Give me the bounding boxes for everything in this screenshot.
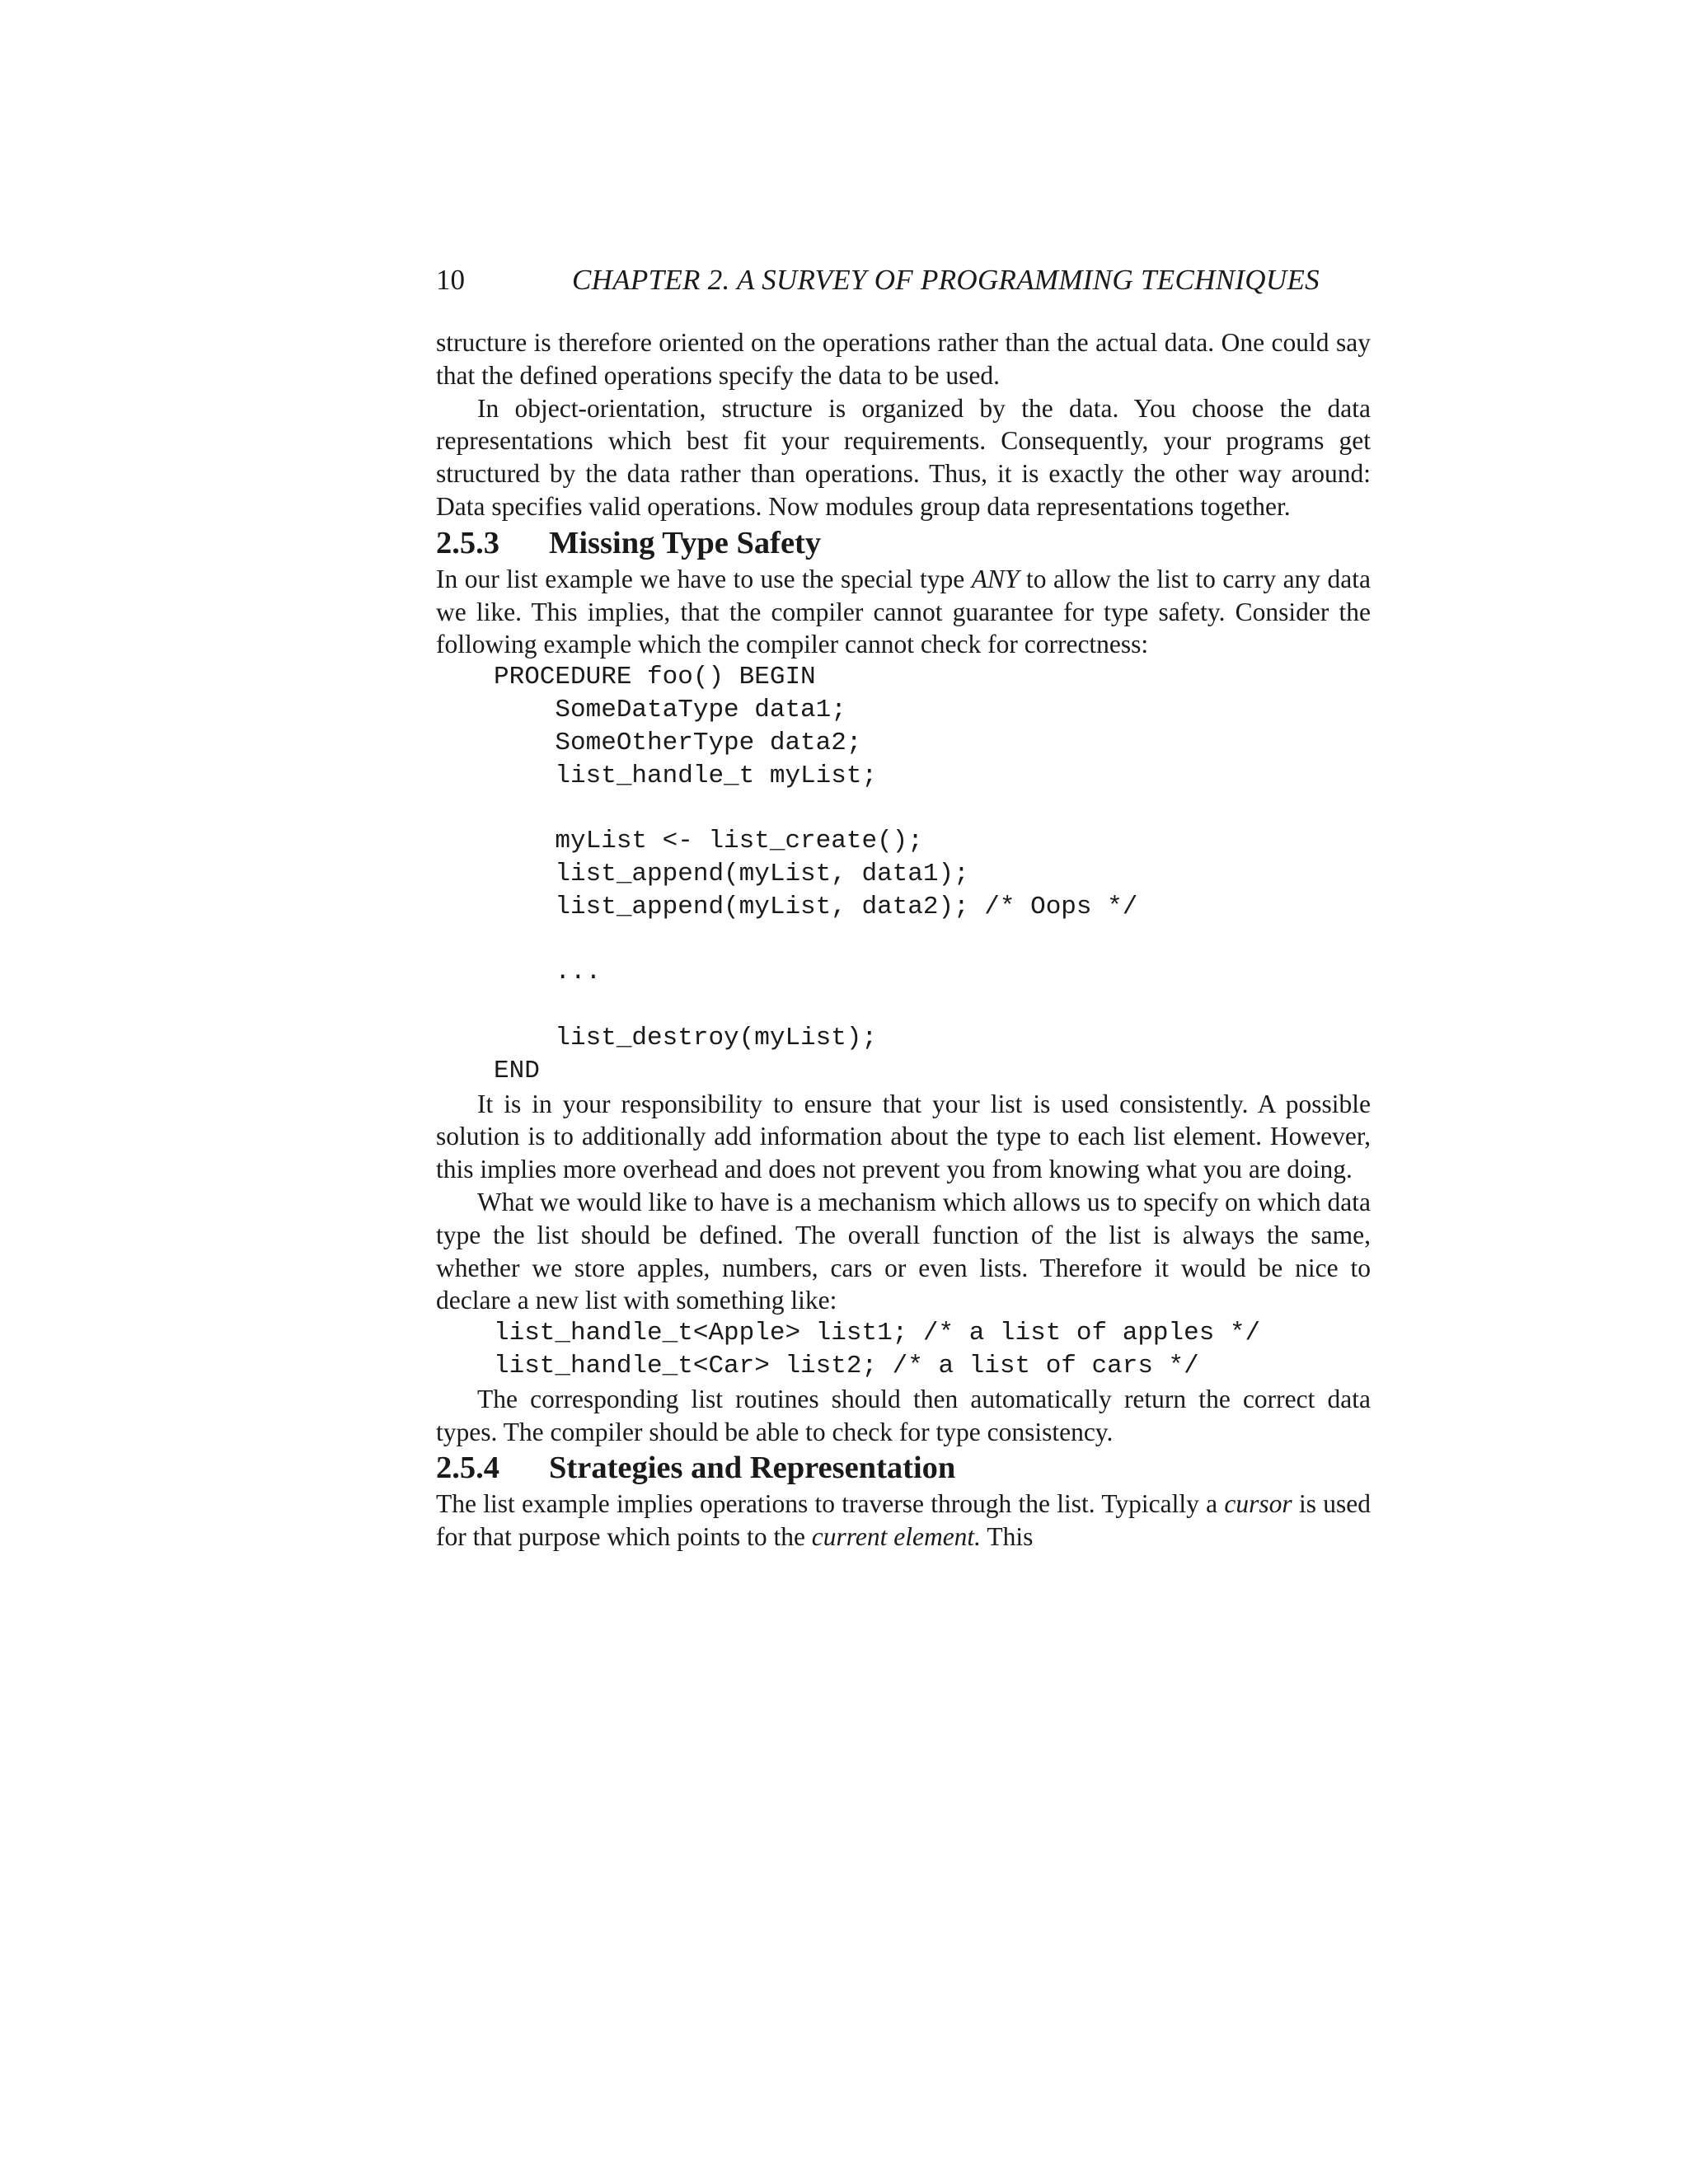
section-number: 2.5.3 (436, 525, 499, 560)
paragraph: structure is therefore oriented on the operations rather than the actual data. One could say that the defined operations specify the data to be used. (436, 328, 1371, 390)
text-run: In our list example we have to use the special type (436, 564, 972, 593)
page-number: 10 (436, 264, 465, 296)
text-run: This (981, 1522, 1034, 1552)
paragraph: In object-orientation, structure is organized by the data. You choose the data representations which best fit your requirements. Consequently, your programs get structured by the data rather than operations. Thus, it is exactly the other way around: Data specifies valid operations. Now modules group data representations together. (436, 393, 1371, 521)
text-run: is used for that purpose which points to the (436, 1489, 1371, 1552)
page-content (436, 260, 1371, 1554)
code-listing: list_handle_t<Apple> list1; /* a list of apples */ list_handle_t<Car> list2; /* a list of cars */ (494, 1319, 1261, 1380)
paragraph: The corresponding list routines should then automatically return the correct data types. The compiler should be able to check for type consistency. (436, 1384, 1371, 1446)
paragraph (436, 1488, 1371, 1554)
emphasis: cursor (1224, 1489, 1292, 1519)
section-title: Missing Type Safety (549, 525, 822, 560)
text-run: to allow the list to carry any data we like. This implies, that the compiler cannot guarantee for type safety. Consider the following example which the compiler cannot check for correctness: (436, 564, 1372, 659)
section-title: Strategies and Representation (549, 1451, 956, 1486)
emphasis: current element. (811, 1522, 982, 1552)
paragraph: What we would like to have is a mechanism which allows us to specify on which data type the list should be defined. The overall function of the list is always the same, whether we store apples, numbers, cars or even lists. Therefore it would be nice to declare a new list with something like: (436, 1187, 1371, 1315)
text-run: The list example implies operations to traverse through the list. Typically a (436, 1489, 1225, 1519)
paragraph (436, 563, 1371, 661)
code-listing: PROCEDURE foo() BEGIN SomeDataType data1; SomeOtherType data2; list_handle_t myList; myList <- list_create(); list_append(myList, data1); list_append(myList, data2); /* Oops */ ... list_destroy(myList); END (494, 663, 1138, 1085)
emphasis: ANY (971, 564, 1020, 593)
body-text (436, 326, 1371, 523)
section-heading-2-5-3 (436, 523, 1371, 563)
running-header (436, 260, 1371, 300)
section-heading-2-5-4 (436, 1448, 1371, 1488)
chapter-title: CHAPTER 2. A SURVEY OF PROGRAMMING TECHNIQUES (572, 264, 1320, 296)
section-number: 2.5.4 (436, 1451, 499, 1486)
paragraph: It is in your responsibility to ensure that your list is used consistently. A possible solution is to additionally add information about the type to each list element. However, this implies more overhead and does not prevent you from knowing what you are doing. (436, 1089, 1371, 1184)
